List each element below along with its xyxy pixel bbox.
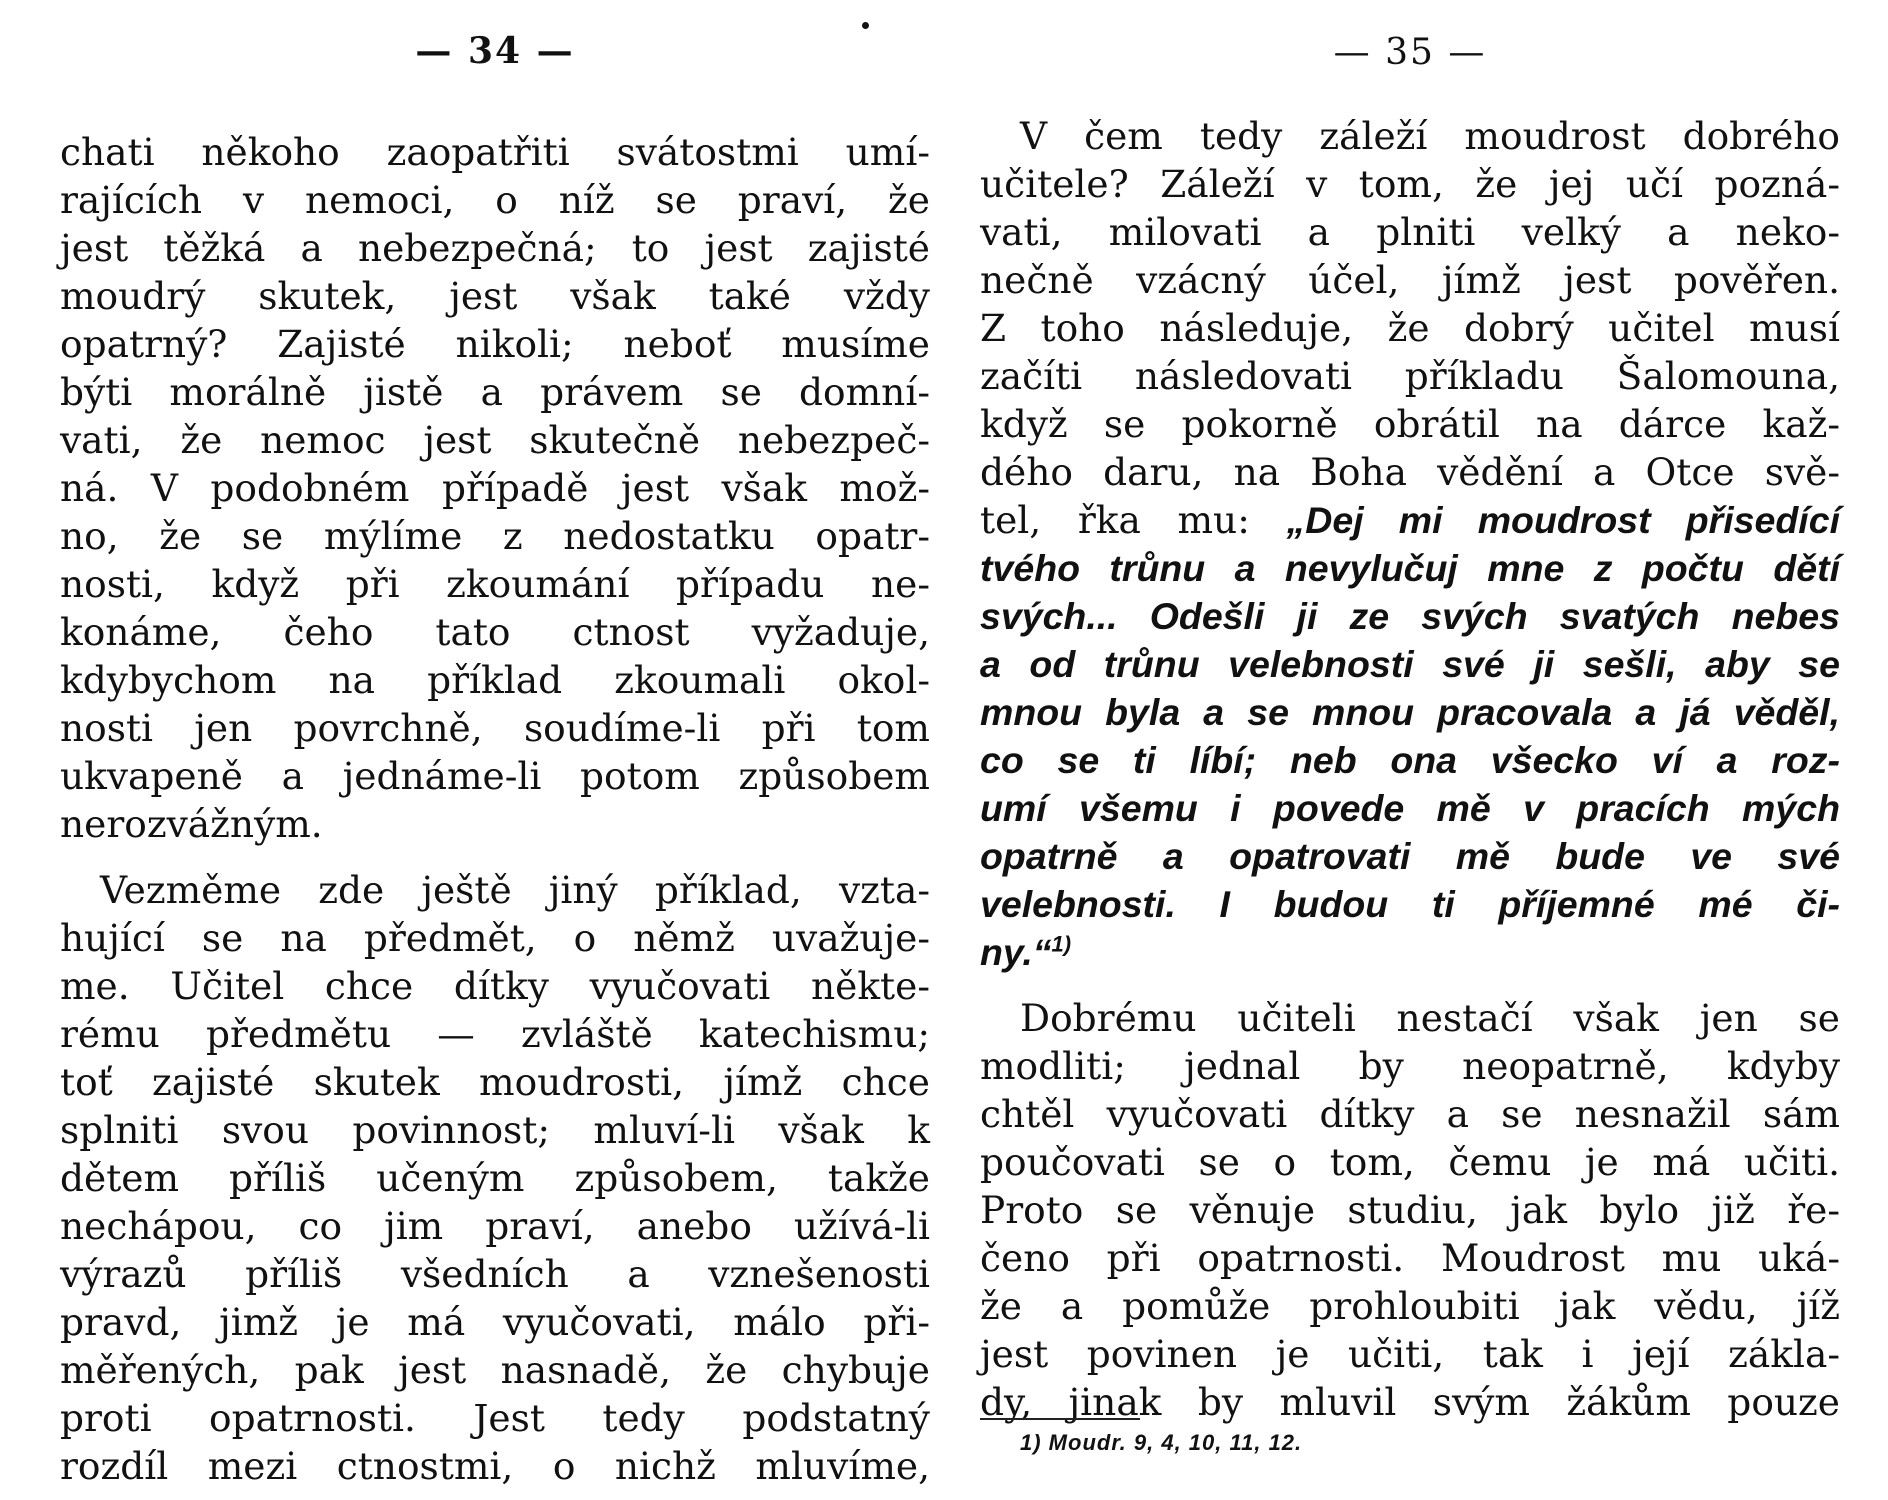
text-fragment: tel, řka mu: xyxy=(980,498,1287,542)
text-line: opatrný? Zajisté nikoli; neboť musíme xyxy=(60,322,930,366)
quote-line: velebnosti. I budou ti příjemné mé či- xyxy=(980,883,1840,925)
text-line: dy, jinak by mluvil svým žákům pouze xyxy=(980,1380,1840,1424)
text-line: jest těžká a nebezpečná; to jest zajisté xyxy=(60,226,930,270)
text-line: dého daru, na Boha vědění a Otce svě- xyxy=(980,450,1840,494)
quote-line-end xyxy=(980,928,1840,976)
text-line: Proto se věnuje studiu, jak bylo již ře- xyxy=(980,1188,1840,1232)
text-line: dětem příliš učeným způsobem, takže xyxy=(60,1156,930,1200)
text-line: rozdíl mezi ctnostmi, o nichž mluvíme, xyxy=(60,1444,930,1488)
text-line: Vezměme zde ještě jiný příklad, vzta- xyxy=(100,868,930,912)
quote-line: a od trůnu velebnosti své ji sešli, aby se xyxy=(980,643,1840,685)
right-page xyxy=(980,0,1840,1500)
text-line: V čem tedy záleží moudrost dobrého xyxy=(1020,114,1840,158)
text-line: chati někoho zaopatřiti svátostmi umí- xyxy=(60,130,930,174)
text-line: vati, že nemoc jest skutečně nebezpeč- xyxy=(60,418,930,462)
text-line: chtěl vyučovati dítky a se nesnažil sám xyxy=(980,1092,1840,1136)
text-line: jest povinen je učiti, tak i její zákla- xyxy=(980,1332,1840,1376)
text-line-mixed xyxy=(980,496,1840,544)
left-page xyxy=(60,0,930,1500)
text-line: me. Učitel chce dítky vyučovati někte- xyxy=(60,964,930,1008)
text-line: výrazů příliš všedních a vznešenosti xyxy=(60,1252,930,1296)
text-line: splniti svou povinnost; mluví-li však k xyxy=(60,1108,930,1152)
quote-line: svých... Odešli ji ze svých svatých nebes xyxy=(980,595,1840,637)
text-line: hující se na předmět, o němž uvažuje- xyxy=(60,916,930,960)
text-line: kdybychom na příklad zkoumali okol- xyxy=(60,658,930,702)
text-line: nosti, když při zkoumání případu ne- xyxy=(60,562,930,606)
text-line: nosti jen povrchně, soudíme-li při tom xyxy=(60,706,930,750)
text-line: Z toho následuje, že dobrý učitel musí xyxy=(980,306,1840,350)
text-line: učitele? Záleží v tom, že jej učí pozná- xyxy=(980,162,1840,206)
text-line: býti morálně jistě a právem se domní- xyxy=(60,370,930,414)
page-number-left: — 34 — xyxy=(415,30,575,72)
text-line: ná. V podobném případě jest však mož- xyxy=(60,466,930,510)
text-line: nerozvážným. xyxy=(60,802,323,846)
text-line: no, že se mýlíme z nedostatku opatr- xyxy=(60,514,930,558)
right-body-text xyxy=(980,112,1840,1426)
text-line: když se pokorně obrátil na dárce kaž- xyxy=(980,402,1840,446)
text-line: čeno při opatrnosti. Moudrost mu uká- xyxy=(980,1236,1840,1280)
text-line: nechápou, co jim praví, anebo užívá-li xyxy=(60,1204,930,1248)
text-line: moudrý skutek, jest však také vždy xyxy=(60,274,930,318)
text-line: modliti; jednal by neopatrně, kdyby xyxy=(980,1044,1840,1088)
text-line: začíti následovati příkladu Šalomouna, xyxy=(980,354,1840,398)
text-line: vati, milovati a plniti velký a neko- xyxy=(980,210,1840,254)
page-number-right: — 35 — xyxy=(1333,32,1487,73)
text-line: ukvapeně a jednáme-li potom způsobem xyxy=(60,754,930,798)
quote-line: umí všemu i povede mě v pracích mých xyxy=(980,787,1840,829)
footnote: 1) Moudr. 9, 4, 10, 11, 12. xyxy=(1020,1430,1303,1455)
footnote-reference: 1) xyxy=(1051,931,1072,957)
text-line: konáme, čeho tato ctnost vyžaduje, xyxy=(60,610,930,654)
text-line: měřených, pak jest nasnadě, že chybuje xyxy=(60,1348,930,1392)
quote-end: ny.“ xyxy=(980,931,1052,973)
quote-line: co se ti líbí; neb ona všecko ví a roz- xyxy=(980,739,1840,781)
quote-line: tvého trůnu a nevylučuj mne z počtu dětí xyxy=(980,547,1840,589)
text-line: Dobrému učiteli nestačí však jen se xyxy=(1020,996,1840,1040)
text-line: rému předmětu — zvláště katechismu; xyxy=(60,1012,930,1056)
quote-line: opatrně a opatrovati mě bude ve své xyxy=(980,835,1840,877)
text-line: nečně vzácný účel, jímž jest pověřen. xyxy=(980,258,1840,302)
text-line: že a pomůže prohloubiti jak vědu, jíž xyxy=(980,1284,1840,1328)
text-line: proti opatrnosti. Jest tedy podstatný xyxy=(60,1396,930,1440)
left-body-text xyxy=(60,128,930,1490)
text-line: pravd, jimž je má vyučovati, málo při- xyxy=(60,1300,930,1344)
quote-line: mnou byla a se mnou pracovala a já věděl, xyxy=(980,691,1840,733)
text-line: poučovati se o tom, čemu je má učiti. xyxy=(980,1140,1840,1184)
footnote-divider xyxy=(980,1418,1140,1420)
text-line: toť zajisté skutek moudrosti, jímž chce xyxy=(60,1060,930,1104)
quote-start: „Dej mi moudrost přisedící xyxy=(1286,499,1840,541)
text-line: rajících v nemoci, o níž se praví, že xyxy=(60,178,930,222)
